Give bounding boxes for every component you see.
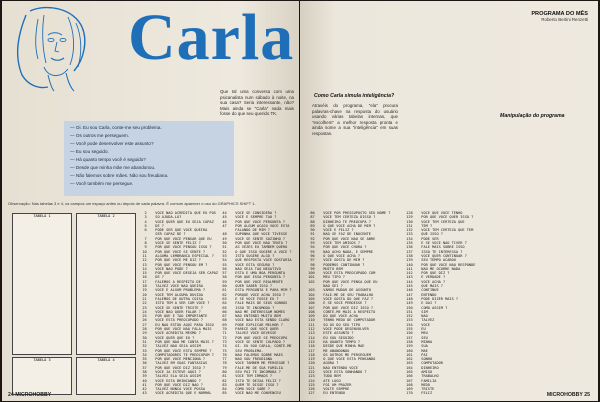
table-2-title: TABELA 2 [97, 214, 115, 218]
listing-line: 161 PAI [404, 352, 428, 357]
listing-line: 87 VOCE TEM CERTEZA DISSO ? [306, 215, 376, 220]
listing-line: 91 NAO SE FAZ DE INOCENTE [306, 232, 371, 237]
listing-line: 30 VOCE QUER QUE EU ? [138, 335, 195, 340]
listing-line: 12 POR QUE VOCE ME DIZ ? [138, 258, 201, 263]
listing-line: 143 E VERDADE ? [404, 275, 446, 280]
listing-line: 148 PODE DIZER MAIS ? [404, 296, 459, 301]
listing-line: 97 VOCE GOSTA DE MIM ? [306, 258, 365, 263]
listing-line: 71 TALVEZ VOCE DEVESSE [218, 331, 277, 336]
listing-line: 82 ISTO TE DEIXA FELIZ ? [218, 378, 281, 383]
listing-line: 17 FALEMOS A RESPEITO DE [138, 279, 201, 284]
listing-line: 44 VOCE SE CONSIDERA ? [218, 211, 277, 215]
listing-line: 69 PODE EXPLICAR MELHOR ? [218, 322, 283, 327]
listing-line: 149 E DAI ? [404, 301, 437, 306]
listing-line: 93 VOCE TEM AMIGOS ? [306, 241, 361, 246]
listing-line: 117 ME ABANDONOU [306, 348, 350, 353]
listing-line: 102 POR QUE VOCE PENSA QUE EU [306, 279, 378, 284]
listing-line: 108 CONTE-ME MAIS A RESPEITO [306, 309, 376, 314]
listing-line: 168 MEDO [404, 382, 430, 387]
listing-line: 74 OI. EU SOU CARLA, CONTE-ME [218, 344, 292, 349]
listing-line: 20 VOCE TEM ALGUMA DUVIDA [138, 292, 203, 297]
listing-line: 63 E SE VOCE FOSSE EU ? [218, 296, 279, 301]
listing-line: 125 FOI UM PRAZER [306, 382, 352, 387]
listing-line: 48 SUPONHA QUE VOCE TIVESSE [218, 232, 288, 237]
listing-line: 147 ENTENDO [404, 292, 437, 297]
magazine-spread [2, 1, 598, 401]
listing-line: 13 POR QUE VOCE PENSOU EM ? [138, 262, 208, 267]
listing-line: 89 O QUE VOCE ACHA DE MIM ? [306, 223, 376, 228]
listing-line: 153 TALVEZ [404, 318, 435, 323]
listing-line: 51 AS VEZES EU TAMBEM QUERO [218, 245, 288, 250]
listing-line: 90 VOCE E FELIZ ? [306, 228, 354, 233]
listing-line: 99 MUITO BEM [306, 266, 343, 271]
listing-line: 119 O QUE VOCE ESTA PENSANDO [306, 357, 376, 362]
listing-line: 105 VOCE GOSTA DO QUE FAZ ? [306, 296, 374, 301]
listing-line: 113 ESTE ASSUNTO ? [306, 331, 354, 336]
section-header [531, 11, 588, 22]
listing-line: 11 ALGUMA LEMBRANCA ESPECIAL ? [138, 253, 214, 258]
listing-line: 75 SEU PROBLEMA. [218, 348, 264, 353]
listing-line: 64 FALE MAIS DE SEUS SONHOS [218, 301, 288, 306]
section-label: PROGRAMA DO MÊS [531, 11, 588, 17]
listing-line: 33 POR QUE VOCE ESTA SEMPRE ? [138, 348, 212, 353]
listing-line: 56 NAO SEJA TAO NEGATIVO [218, 266, 281, 271]
listing-line: 154 VOCE [404, 322, 430, 327]
listing-line: 16 DE ? [138, 275, 164, 280]
left-page-footer [8, 392, 51, 398]
page-number: 25 [584, 392, 590, 398]
listing-line: 134 PODE SER [404, 236, 439, 241]
listing-line: 84 COMO VOCE SABE ? [218, 387, 270, 392]
listing-line: 60 QUER SABER ISSO ? [218, 284, 273, 289]
listing-line: 9 POR QUE VOCE PENSOU ISSO ? [138, 245, 212, 250]
listing-line: 18 TALVEZ VOCE NAO QUEIRA [138, 284, 203, 289]
listing-line: 68 VOCE NAO ESTA SENDO CLARO [218, 318, 290, 323]
listing-line: 109 DO QUE VOCE ACHA [306, 314, 358, 319]
article-title: Carla [128, 1, 295, 74]
listing-line: 15 POR QUE VOCE DESEJA SER CAPAZ [138, 271, 219, 276]
listing-column-1 [138, 211, 219, 396]
listing-line: 150 COMO ASSIM ? [404, 305, 448, 310]
listing-line: 40 VOCE ESTA BRINCANDO ? [138, 378, 201, 383]
listing-line: 54 QUE RESPOSTA VOCE GOSTARIA [218, 258, 292, 263]
listing-line: 27 EU NAO ESTOU AQUI PARA ISSO [138, 322, 214, 327]
dialogue-line: — Eu sou seguido. [70, 149, 109, 154]
listing-line: 92 POR QUE VOCE NAO SE ABRE [306, 236, 376, 241]
listing-line: 83 QUEM TE DISSE ISSO ? [218, 382, 279, 387]
listing-line: 61 ESTA PERGUNTA E PARA MIM ? [218, 288, 292, 293]
listing-line: 140 POR QUE VOCE NAO RESPONDE [404, 262, 476, 267]
listing-line: 151 SIM [404, 309, 428, 314]
listing-line: 50 POR QUE VOCE NAO TENTA ? [218, 241, 288, 246]
listing-line: 2 VOCE NAO ACREDITA QUE EU POS [138, 211, 216, 215]
listing-line: 53 ISTO SUGERE ALGO ? [218, 253, 275, 258]
listing-line: 37 POR QUE VOCE DIZ ISSO ? [138, 365, 206, 370]
listing-line: 62 PORQUE VOCE ACHA ISSO ? [218, 292, 286, 297]
listing-line: 152 NAO [404, 314, 428, 319]
dialogue-box [64, 121, 234, 196]
table-2 [76, 213, 136, 355]
listing-line: 133 QUE ISSO ? [404, 232, 443, 237]
listing-line: 66 NAO ME INTERESSAM NOMES [218, 309, 286, 314]
listing-line: 131 TEM ? [404, 223, 433, 228]
listing-line: 47 POR ALGUM ACASO VOCE ESTA [218, 223, 290, 228]
listing-line: 79 FALE-ME DE SUA FAMILIA [218, 365, 283, 370]
table-4-title: TABELA 4 [97, 358, 115, 362]
listing-line: 28 POR QUE VOCE NAO FALA MAIS [138, 327, 212, 332]
listing-line: 86 VOCE POR PRESSUPOSTO SEU NOME ? [306, 211, 391, 215]
listing-line: 31 POR QUE NAO ME CONTA MAIS ? [138, 339, 214, 344]
listing-line: 21 FALEMOS DE OUTRA COISA [138, 296, 203, 301]
listing-line: 59 POR QUE VOCE REALMENTE [218, 279, 283, 284]
dialogue-line: — Os outros me perseguem. [70, 133, 129, 138]
listing-line: 126 VOLTE SEMPRE [306, 387, 350, 392]
listing-line: 5 DE ? [138, 223, 164, 228]
dialogue-line: — Não falemos sobre mães. Não sou freudiana. [70, 173, 169, 178]
right-page-footer [547, 392, 590, 398]
dialogue-line: — Oi. Eu sou Carla, conte-me seu problema. [70, 125, 162, 130]
listing-line: 73 VOCE SE SENTE CULPADO ? [218, 339, 286, 344]
dialogue-line: — Há quanto tempo você é seguido? [70, 157, 146, 162]
table-3-title: TABELA 3 [33, 358, 51, 362]
listing-line: 118 OS OUTROS ME PERSEGUEM [306, 352, 371, 357]
listing-line: 80 SEU PAI TE INCOMODA ? [218, 369, 281, 374]
listing-line: 35 POR QUE VOCE MENCIONA ? [138, 357, 206, 362]
listing-line: 146 CONTINUE [404, 288, 439, 293]
listing-line: 107 POR QUE VOCE DIZ ISSO ? [306, 305, 374, 310]
listing-line: 22 ISTO TEM A VER COM VOCE ? [138, 301, 210, 306]
listing-line: 23 VOCE SE SENTE TRISTE ? [138, 305, 203, 310]
listing-column-3 [306, 211, 398, 396]
listing-line: 136 FALE MAIS SOBRE ISSO [404, 245, 465, 250]
right-page [300, 1, 598, 401]
listing-line: 26 VOCE ESTA PREOCUPADO ? [138, 318, 203, 323]
listing-line: 160 MAE [404, 348, 428, 353]
listing-line: 144 VOCE ACHA ? [404, 279, 446, 284]
listing-line: 166 TRABALHO [404, 374, 439, 379]
listing-line: 94 POR QUE VOCE CHORA ? [306, 245, 367, 250]
listing-line: 77 NAO SOU FREUDIANA [218, 357, 273, 362]
listing-line: 122 VOCE ESTA SONHANDO ? [306, 369, 367, 374]
listing-line: 52 O QUE ISSO SUGERE A VOCE ? [218, 249, 292, 254]
listing-line: 167 FAMILIA [404, 378, 437, 383]
listing-line: 159 SUA [404, 344, 428, 349]
listing-line: 156 MEU [404, 331, 428, 336]
listing-line: 24 VOCE NAO QUER FALAR ? [138, 309, 201, 314]
listing-line: 8 VOCE SE SENTE FELIZ ? [138, 241, 201, 246]
listing-line: 169 TRISTE [404, 387, 435, 392]
listing-line: 138 VOCE QUER CONTINUAR ? [404, 253, 467, 258]
listing-line: 96 O QUE VOCE ACHA ? [306, 253, 361, 258]
subheading: Manipulação do programa [500, 113, 565, 119]
listing-line: 123 TUDO BEM [306, 374, 341, 379]
listing-column-4 [404, 211, 498, 396]
listing-line: 158 MINHA [404, 339, 433, 344]
listing-line: 10 POR QUE VOCE SE SENTE ? [138, 249, 206, 254]
listing-line: 4 VOCE QUER QUE EU SEJA CAPAZ [138, 219, 214, 224]
author-name: Roberto Bertini Renzetti [541, 17, 588, 22]
listing-line: 162 SONHO [404, 357, 433, 362]
listing-line: 106 E SE VOCE PERDESSE ? [306, 301, 367, 306]
listing-line: 114 EU SOU SEGUIDO [306, 335, 354, 340]
dialogue-line: — Você também me persegue. [70, 181, 134, 186]
listing-line: 32 TALVEZ NAO SEJA ASSIM [138, 344, 201, 349]
table-1-title: TABELA 1 [33, 214, 51, 218]
listing-line: 132 VOCE TEM CERTEZA QUE TEM [404, 228, 474, 233]
listing-line: 34 COMPUTADORES TE PREOCUPAM ? [138, 352, 214, 357]
listing-line: 3 SO AJUDA-LO? [138, 215, 182, 220]
listing-line: 128 VOCE QUE VOCE TENHO [404, 211, 463, 215]
listing-line: 139 SEU TEMPO ACABOU [404, 258, 456, 263]
listing-line: 45 VOCE E SEMPRE TAO ? [218, 215, 277, 220]
listing-line: 88 DINHEIRO TE PREOCUPA ? [306, 219, 371, 224]
listing-line: NAO SEI ? [306, 284, 343, 289]
listing-line: 43 VOCE ACREDITA QUE E NORMAL [138, 391, 212, 396]
listing-line: 101 MEU TIPO ? [306, 275, 345, 280]
listing-line: 19 VOCE E ALGUM PROBLEMA ? [138, 288, 206, 293]
intro-column-1: Que tal uma conversa com uma psicanalista num sábado à noite, na sua casa? Seria interessante, não? Mais ainda se "Carla" nada mais fosse do que seu querido TK. [220, 89, 294, 116]
intro-column-3: Atravéis do programa, "ela" procura palavras-chave na resposta do usuário usando várias tabelas internas, que "escolhem" a melhor resposta pronta e ainda some a sua "inteligência" em suas respostas. [312, 103, 398, 136]
listing-line: 38 VOCE JA ESTEVE AQUI ? [138, 369, 201, 374]
listing-line: FALANDO DE MIM ? [218, 228, 270, 233]
listing-line: 70 PARECE QUE VOCE QUER [218, 327, 279, 332]
listing-line: 46 POR QUE VOCE PERGUNTA ? [218, 219, 286, 224]
listing-line: 116 DESDE QUE MINHA MAE [306, 344, 365, 349]
listing-line: 95 NAO ACHO NADA, E SEMPRE [306, 249, 374, 254]
listing-line: 111 SO OS DO SEU TIPO [306, 322, 361, 327]
page-number: 24 [8, 392, 14, 398]
table-1 [12, 213, 72, 355]
listing-line: 103 VAMOS MUDAR DE ASSUNTO [306, 288, 371, 293]
listing-line: 57 ESTA E UMA BOA PERGUNTA [218, 271, 286, 276]
listing-line: 7 POR QUE VOCE PENSAR QUE EU [138, 236, 212, 241]
listing-line: 130 VOCE TEM CERTEZA QUE [404, 219, 465, 224]
listing-line: 72 POR QUE VOCE SE PREOCUPA [218, 335, 288, 340]
listing-line: 42 TALVEZ NUNCA VOCE POSSA [138, 387, 206, 392]
table-4 [76, 357, 136, 395]
listing-line: 110 TENHO MEDO DE COMPUTADOR [306, 318, 376, 323]
listing-line: 39 TALVEZ ELA SEJA ASSIM [138, 374, 201, 379]
listing-line: 124 ATE LOGO [306, 378, 341, 383]
observation-note: Observação: Nas tabelas 3 e 4, os campos um espaço antes ou depois de cada palavra. É comum aparecer o uso do GRAPHICS SHIFT 1. [8, 201, 256, 206]
listing-line: 163 COMPUTADOR [404, 361, 443, 366]
listing-line: 100 VOCE ESTA PREOCUPADO COM [306, 271, 376, 276]
subheading: Como Carla simula inteligência? [314, 93, 395, 99]
listing-line: 165 AMIGO [404, 369, 433, 374]
listing-line: 141 NAO ME OCORRE NADA [404, 266, 461, 271]
listing-line: 36 TALVEZ EM SUAS FANTASIAS [138, 361, 208, 366]
listing-line: 6 PODE SER QUE VOCE QUEIRA [138, 228, 208, 233]
left-page [2, 1, 299, 401]
listing-line: 85 VOCE NAO ME CONVENCEU [218, 391, 281, 396]
listing-line: 76 NAO FALEMOS SOBRE MAES [218, 352, 283, 357]
listing-line: 49 VOCE SE SENTE SOZINHO ? [218, 236, 286, 241]
listing-line: 145 QUE MAIS ? [404, 284, 443, 289]
listing-line: 81 VOCE TEM IRMAOS ? [218, 374, 273, 379]
listing-line: 67 NAO ENTENDI MUITO BEM [218, 314, 281, 319]
listing-column-2 [218, 211, 296, 396]
listing-line: 120 AGORA ? [306, 361, 339, 366]
listing-line: 41 POR QUE VOCE DIZ NAO ? [138, 382, 203, 387]
listing-line: 127 EU ENTENDO [306, 391, 345, 396]
listing-line: 58 POR QUE ESSA PERGUNTA ? [218, 275, 286, 280]
portrait-illustration [8, 5, 100, 91]
listing-line: 112 VOCE PODE DESENVOLVER [306, 327, 369, 332]
listing-line: 137 ISSO TE INTERESSA ? [404, 249, 463, 254]
listing-line: 55 VOCE ESTA SEGURO ? [218, 262, 275, 267]
listing-line: 115 HA QUANTO TEMPO ? [306, 339, 361, 344]
listing-line: SER CAPAZ DE ? [138, 232, 186, 237]
listing-line: 29 VOCE ACREDITA MESMO ? [138, 331, 201, 336]
listing-line: 98 PODEMOS CONTINUAR ? [306, 262, 365, 267]
listing-line: 135 E SE VOCE NAO TIVER ? [404, 241, 467, 246]
magazine-name: MICROHOBBY [15, 392, 52, 398]
listing-line: 142 POR QUE DIZ ? [404, 271, 450, 276]
listing-line: 129 POR QUE VOCE QUER ISSO ? [404, 215, 474, 220]
magazine-name: MICROHOBBY [546, 392, 583, 398]
listing-line: 121 NAO ENTENDO VOCE [306, 365, 358, 370]
dialogue-line: — Você pode desenvolver este assunto? [70, 141, 154, 146]
table-3 [12, 357, 72, 395]
listing-line: 170 FELIZ [404, 391, 433, 396]
listing-line: 78 VOCE TAMBEM ME PERSEGUE ? [218, 361, 290, 366]
listing-line: 25 POR QUE E TAO IMPORTANTE [138, 314, 208, 319]
listing-line: 155 EU [404, 327, 426, 332]
listing-line: 157 SEU [404, 335, 428, 340]
listing-line: 164 DINHEIRO [404, 365, 439, 370]
dialogue-line: — Desde que minha mãe me abandonou. [70, 165, 156, 170]
listing-line: 104 FALE-ME DE SEU TRABALHO [306, 292, 374, 297]
listing-line: 14 VOCE NAO PODE ? [138, 266, 188, 271]
listing-line: 65 ISSO TE INCOMODA ? [218, 305, 275, 310]
